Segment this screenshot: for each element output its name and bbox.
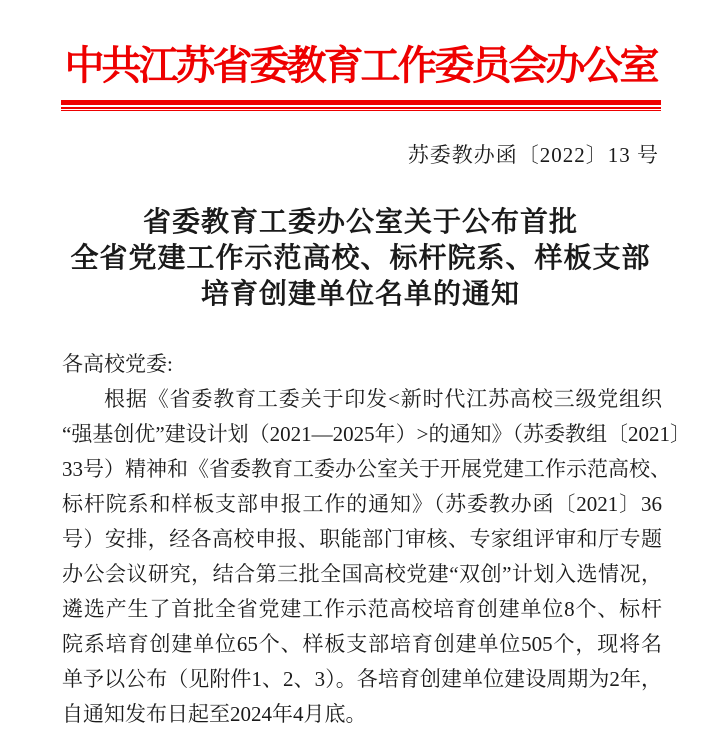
divider-thick-rule (61, 100, 661, 105)
document-body (62, 347, 691, 732)
paragraph-line: “强基创优”建设计划（2021—2025年）>的通知》（苏委教组〔2021〕 (62, 422, 691, 446)
divider-thin-rule (61, 107, 661, 109)
org-name-banner: 中共江苏省委教育工作委员会办公室 (64, 43, 657, 88)
paragraph-line: 号）安排，经各高校申报、职能部门审核、专家组评审和厅专题 (62, 527, 662, 551)
paragraph-line: 根据《省委教育工委关于印发<新时代江苏高校三级党组织 (104, 387, 662, 411)
header-divider (61, 100, 661, 111)
paragraph-line: 办公会议研究，结合第三批全国高校党建“双创”计划入选情况， (62, 562, 662, 586)
document-title-line-2: 全省党建工作示范高校、标杆院系、样板支部 (70, 243, 651, 274)
divider-hairline-rule (61, 110, 661, 111)
document-title (0, 205, 721, 313)
document-title-line-1: 省委教育工委办公室关于公布首批 (142, 207, 578, 238)
paragraph-line: 遴选产生了首批全省党建工作示范高校培育创建单位8个、标杆 (62, 597, 662, 621)
paragraph-line: 标杆院系和样板支部申报工作的通知》（苏委教办函〔2021〕36 (62, 492, 662, 516)
paragraph-line: 33号）精神和《省委教育工委办公室关于开展党建工作示范高校、 (62, 457, 671, 481)
main-paragraph (62, 382, 691, 732)
document-title-line-3: 培育创建单位名单的通知 (200, 279, 520, 310)
salutation: 各高校党委: (62, 352, 173, 376)
paragraph-line: 单予以公布（见附件1、2、3）。各培育创建单位建设周期为2年， (62, 667, 662, 691)
paragraph-line: 院系培育创建单位65个、样板支部培育创建单位505个，现将名 (62, 632, 662, 656)
paragraph-line: 自通知发布日起至2024年4月底。 (62, 702, 367, 726)
document-number: 苏委教办函〔2022〕13 号 (407, 143, 659, 167)
